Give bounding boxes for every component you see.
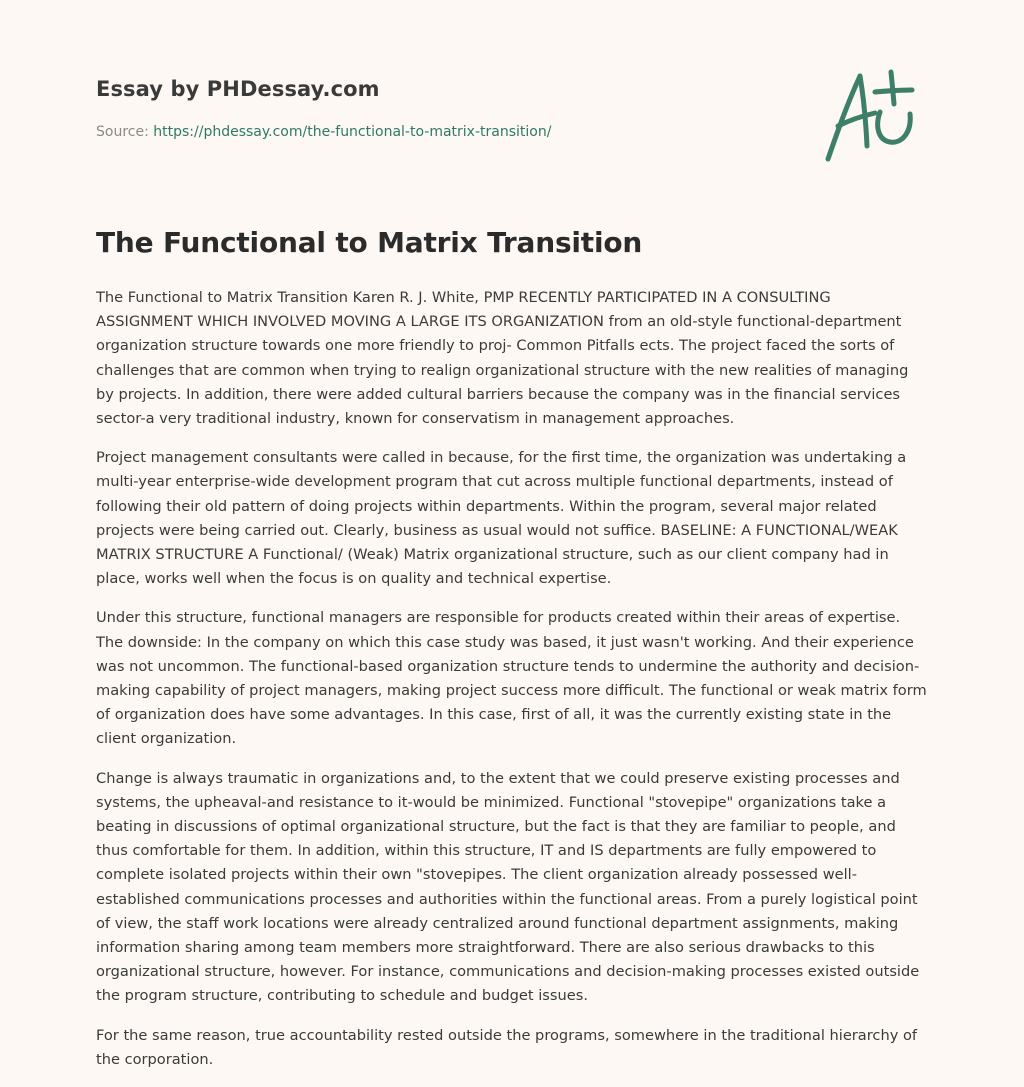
source-link[interactable]: https://phdessay.com/the-functional-to-matrix-transition/	[153, 124, 552, 140]
article-body	[96, 286, 928, 1087]
source-line	[96, 124, 551, 140]
page-header	[96, 0, 928, 200]
paragraph: Under this structure, functional managers are responsible for products created within their areas of expertise. The downside: In the company on which this case study was based, it just wasn't working. And their experience was not uncommon. The functional-based organization structure tends to undermine the authority and decision-making capability of project managers, making project success more difficult. The functional or weak matrix form of organization does have some advantages. In this case, first of all, it was the currently existing state in the client organization.	[96, 609, 927, 748]
site-title: Essay by PHDessay.com	[96, 77, 380, 101]
paragraph: The Functional to Matrix Transition Karen R. J. White, PMP RECENTLY PARTICIPATED IN A CONSULTING ASSIGNMENT WHICH INVOLVED MOVING A LARGE ITS ORGANIZATION from an old-style functional-department organization structure towards one more friendly to proj- Common Pitfalls ects. The project faced the sorts of challenges that are common when trying to realign organizational structure with the new realities of managing by projects. In addition, there were added cultural barriers because the company was in the financial services sector-a very traditional industry, known for conservatism in management approaches.	[96, 289, 909, 428]
paragraph: For the same reason, true accountability rested outside the programs, somewhere in the traditional hierarchy of the corporation.	[96, 1026, 918, 1068]
a-plus-logo-icon	[820, 66, 928, 166]
article-title: The Functional to Matrix Transition	[96, 226, 643, 259]
paragraph: Project management consultants were called in because, for the first time, the organization was undertaking a multi-year enterprise-wide development program that cut across multiple functional departments, instead of following their old pattern of doing projects within departments. Within the program, several major related projects were being carried out. Clearly, business as usual would not suffice. BASELINE: A FUNCTIONAL/WEAK MATRIX STRUCTURE A Functional/ (Weak) Matrix organizational structure, such as our client company had in place, works well when the focus is on quality and technical expertise.	[96, 449, 907, 588]
essay-page	[96, 0, 928, 1068]
paragraph: Change is always traumatic in organizations and, to the extent that we could preserve existing processes and systems, the upheaval-and resistance to it-would be minimized. Functional "stovepipe" organizations take a beating in discussions of optimal organizational structure, but the fact is that they are familiar to people, and thus comfortable for them. In addition, within this structure, IT and IS departments are fully empowered to complete isolated projects within their own "stovepipes. The client organization already possessed well-established communications processes and authorities within the functional areas. From a purely logistical point of view, the staff work locations were already centralized around functional department assignments, making information sharing among team members more straightforward. There are also serious drawbacks to this organizational structure, however. For instance, communications and decision-making processes existed outside the program structure, contributing to schedule and budget issues.	[96, 769, 920, 1005]
source-label: Source:	[96, 124, 149, 140]
